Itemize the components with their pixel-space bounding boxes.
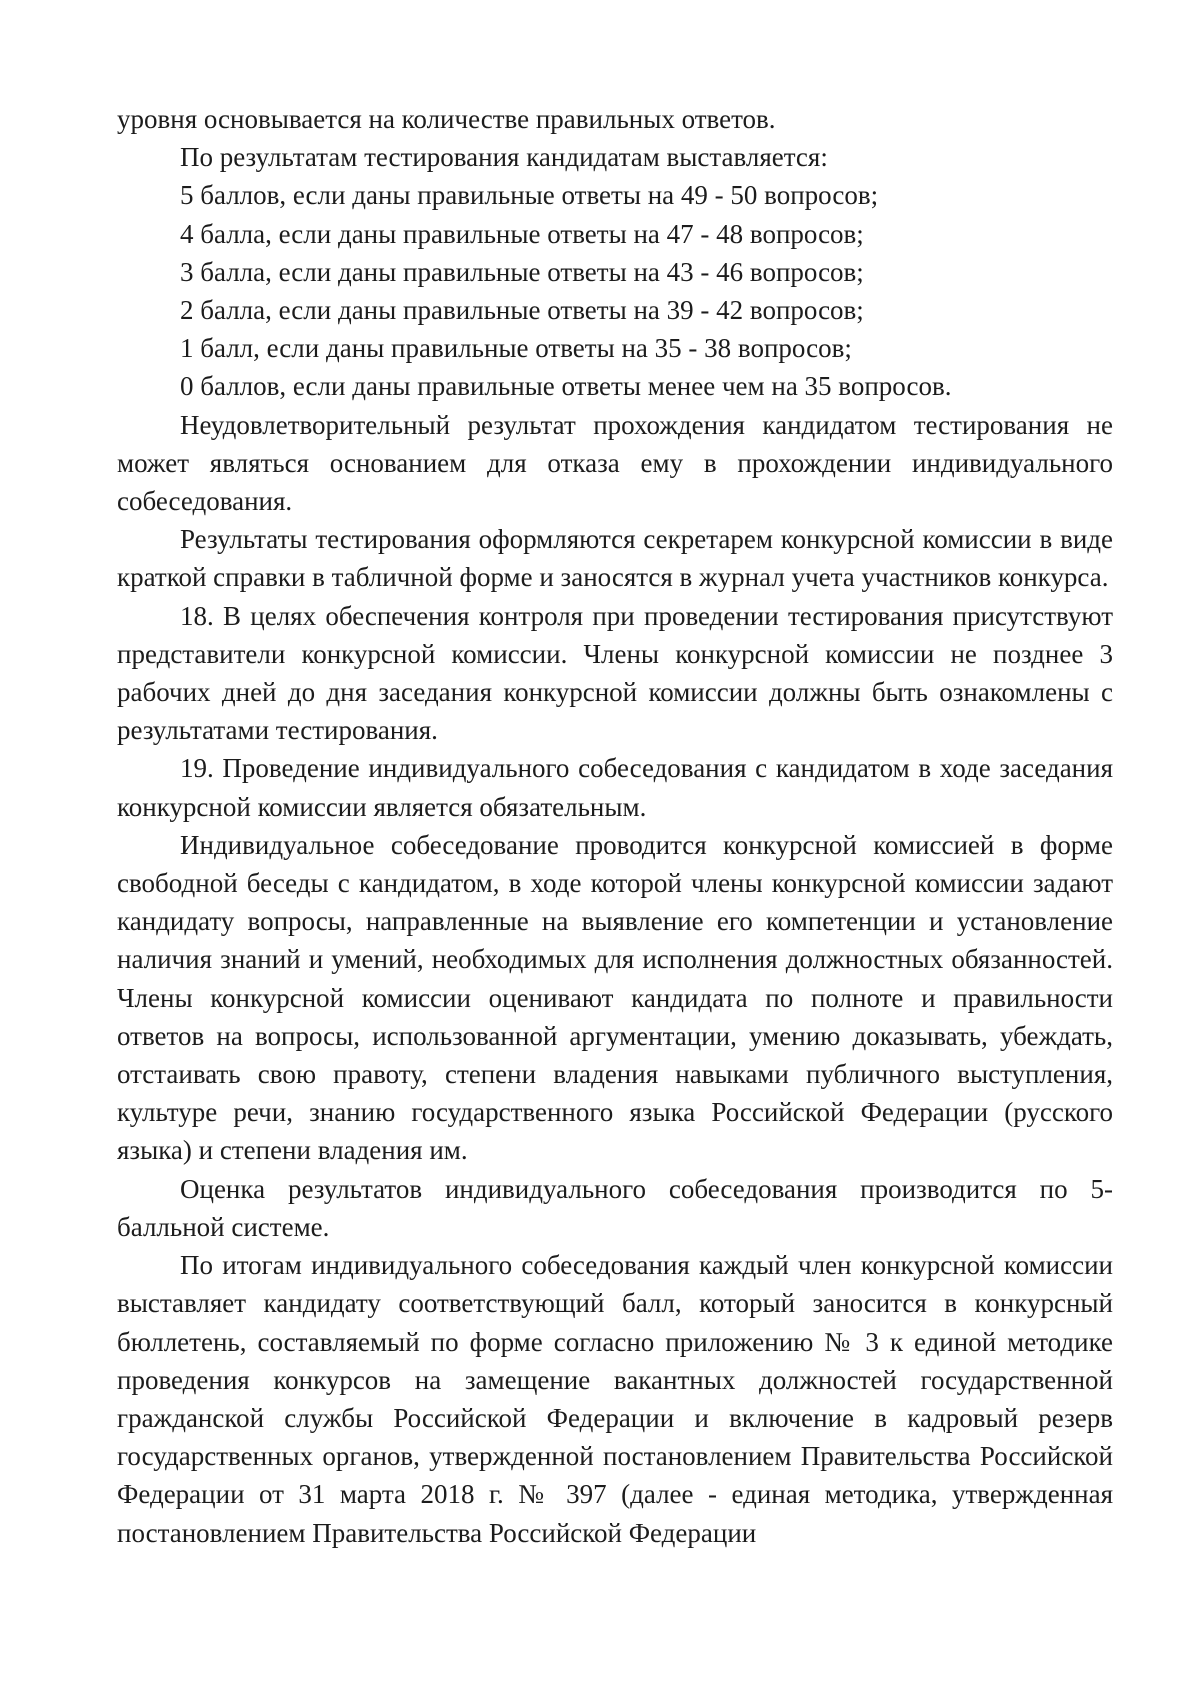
paragraph-item-19: 19. Проведение индивидуального собеседования с кандидатом в ходе заседания конкурсной комиссии является обязательным. [117, 753, 1113, 822]
paragraph-interview-results: По итогам индивидуального собеседования каждый член конкурсной комиссии выставляет кандидату соответствующий балл, который заносится в конкурсный бюллетень, составляемый по форме согласно приложению № 3 к единой методике проведения конкурсов на замещение вакантных должностей государственной гражданской службы Российской Федерации и включение в кадровый резерв государственных органов, утвержденной постановлением Правительства Российской Федерации от 31 марта 2018 г. № 397 (далее - единая методика, утвержденная постановлением Правительства Российской Федерации [117, 1250, 1113, 1548]
score-line-4: 4 балла, если даны правильные ответы на 47 - 48 вопросов; [180, 218, 864, 249]
paragraph-scoring-intro: По результатам тестирования кандидатам выставляется: [180, 142, 828, 173]
document-page [117, 100, 1113, 1552]
paragraph-interview-grading: Оценка результатов индивидуального собеседования производится по 5-балльной системе. [117, 1173, 1113, 1242]
paragraph-continuation: уровня основывается на количестве правильных ответов. [117, 104, 776, 134]
score-line-5: 5 баллов, если даны правильные ответы на 49 - 50 вопросов; [180, 180, 879, 211]
paragraph-unsatisfactory-result: Неудовлетворительный результат прохождения кандидатом тестирования не может являться основанием для отказа ему в прохождении индивидуального собеседования. [117, 409, 1113, 517]
paragraph-item-18: 18. В целях обеспечения контроля при проведении тестирования присутствуют представители конкурсной комиссии. Члены конкурсной комиссии не позднее 3 рабочих дней до дня заседания конкурсной комиссии должны быть ознакомлены с результатами тестирования. [117, 600, 1113, 746]
paragraph-interview-description: Индивидуальное собеседование проводится конкурсной комиссией в форме свободной беседы с кандидатом, в ходе которой члены конкурсной комиссии задают кандидату вопросы, направленные на выявление его компетенции и установление наличия знаний и умений, необходимых для исполнения должностных обязанностей. Члены конкурсной комиссии оценивают кандидата по полноте и правильности ответов на вопросы, использованной аргументации, умению доказывать, убеждать, отстаивать свою правоту, степени владения навыками публичного выступления, культуре речи, знанию государственного языка Российской Федерации (русского языка) и степени владения им. [117, 829, 1113, 1166]
score-line-1: 1 балл, если даны правильные ответы на 35 - 38 вопросов; [180, 333, 852, 364]
paragraph-results-registration: Результаты тестирования оформляются секретарем конкурсной комиссии в виде краткой справки в табличной форме и заносятся в журнал учета участников конкурса. [117, 524, 1113, 593]
score-line-3: 3 балла, если даны правильные ответы на 43 - 46 вопросов; [180, 256, 864, 287]
score-line-0: 0 баллов, если даны правильные ответы менее чем на 35 вопросов. [180, 371, 952, 402]
score-line-2: 2 балла, если даны правильные ответы на 39 - 42 вопросов; [180, 295, 864, 326]
